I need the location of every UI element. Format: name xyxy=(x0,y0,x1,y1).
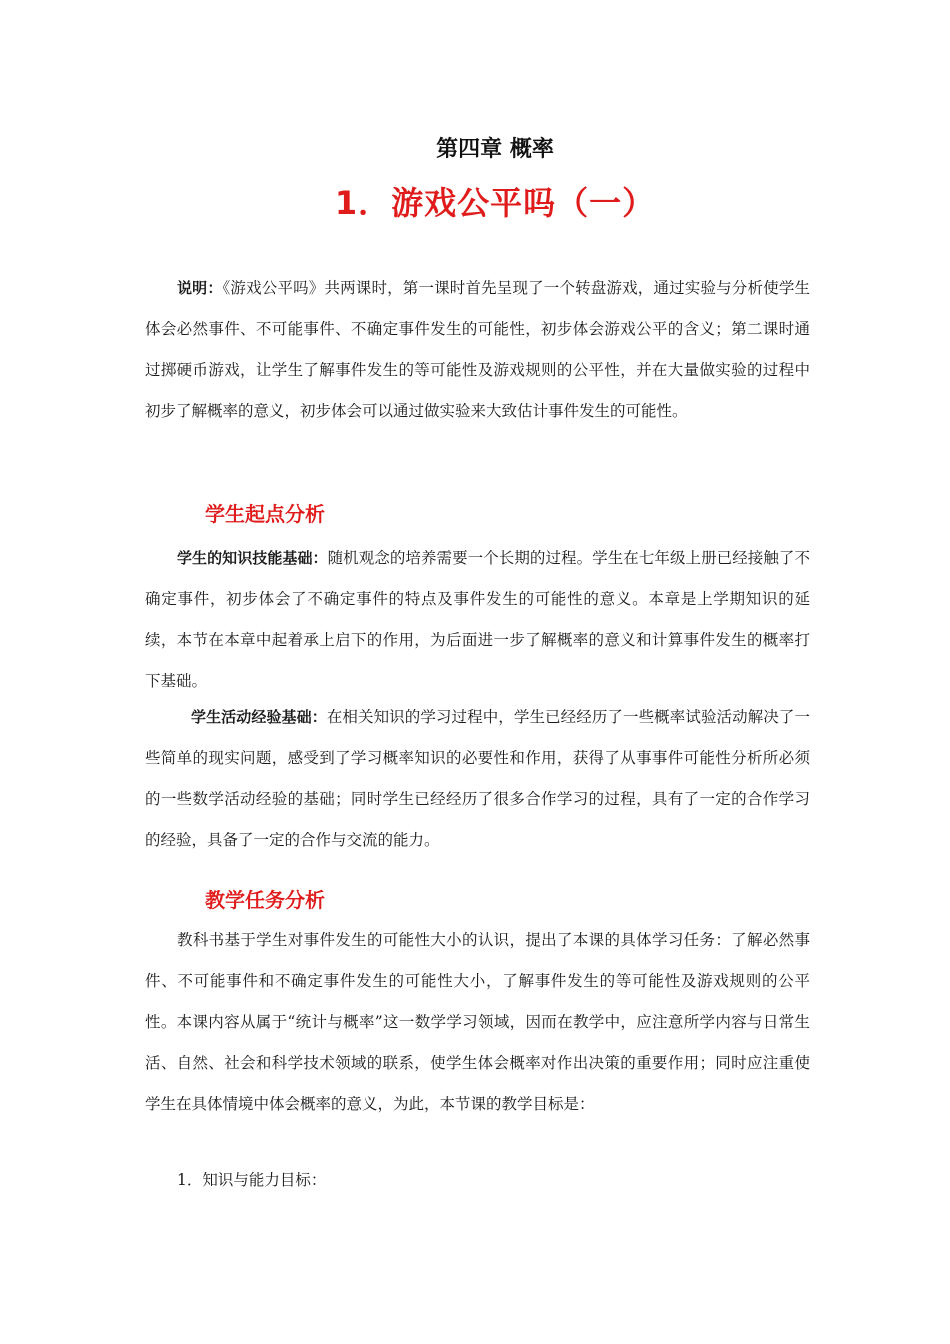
teaching-task-paragraph: 教科书基于学生对事件发生的可能性大小的认识，提出了本课的具体学习任务：了解必然事件、不可能事件和不确定事件发生的可能性大小，了解事件发生的等可能性及游戏规则的公平性。本课内容从属于“统计与概率”这一数学学习领域，因而在教学中，应注意所学内容与日常生活、自然、社会和科学技术领域的联系，使学生体会概率对作出决策的重要作用；同时应注重使学生在具体情境中体会概率的意义，为此，本节课的教学目标是： xyxy=(145,931,810,1113)
section-heading-student-analysis: 学生起点分析 xyxy=(205,502,325,526)
activity-experience-label: 学生活动经验基础： xyxy=(191,708,327,726)
lesson-title: 1．游戏公平吗（一） xyxy=(334,184,656,222)
note-text: 《游戏公平吗》共两课时，第一课时首先呈现了一个转盘游戏，通过实验与分析使学生体会必然事件、不可能事件、不确定事件发生的可能性，初步体会游戏公平的含义；第二课时通过掷硬币游戏，让学生了解事件发生的等可能性及游戏规则的公平性，并在大量做实验的过程中初步了解概率的意义，初步体会可以通过做实验来大致估计事件发生的可能性。 xyxy=(145,279,810,420)
knowledge-foundation-label: 学生的知识技能基础： xyxy=(177,549,328,567)
intro-note xyxy=(145,268,810,432)
activity-experience-paragraph xyxy=(145,697,810,861)
note-label: 说明： xyxy=(177,279,223,297)
knowledge-foundation-text: 随机观念的培养需要一个长期的过程。学生在七年级上册已经接触了不确定事件，初步体会了不确定事件的特点及事件发生的可能性的意义。本章是上学期知识的延续，本节在本章中起着承上启下的作用，为后面进一步了解概率的意义和计算事件发生的概率打下基础。 xyxy=(145,549,810,690)
knowledge-foundation-paragraph xyxy=(145,538,810,702)
section-heading-teaching-task: 教学任务分析 xyxy=(205,888,325,912)
chapter-title: 第四章 概率 xyxy=(436,137,554,162)
objective-item-1: 1．知识与能力目标： xyxy=(177,1171,327,1189)
activity-experience-text: 在相关知识的学习过程中，学生已经经历了一些概率试验活动解决了一些简单的现实问题，感受到了学习概率知识的必要性和作用，获得了从事事件可能性分析所必须的一些数学活动经验的基础；同时学生已经经历了很多合作学习的过程，具有了一定的合作学习的经验，具备了一定的合作与交流的能力。 xyxy=(145,708,810,849)
